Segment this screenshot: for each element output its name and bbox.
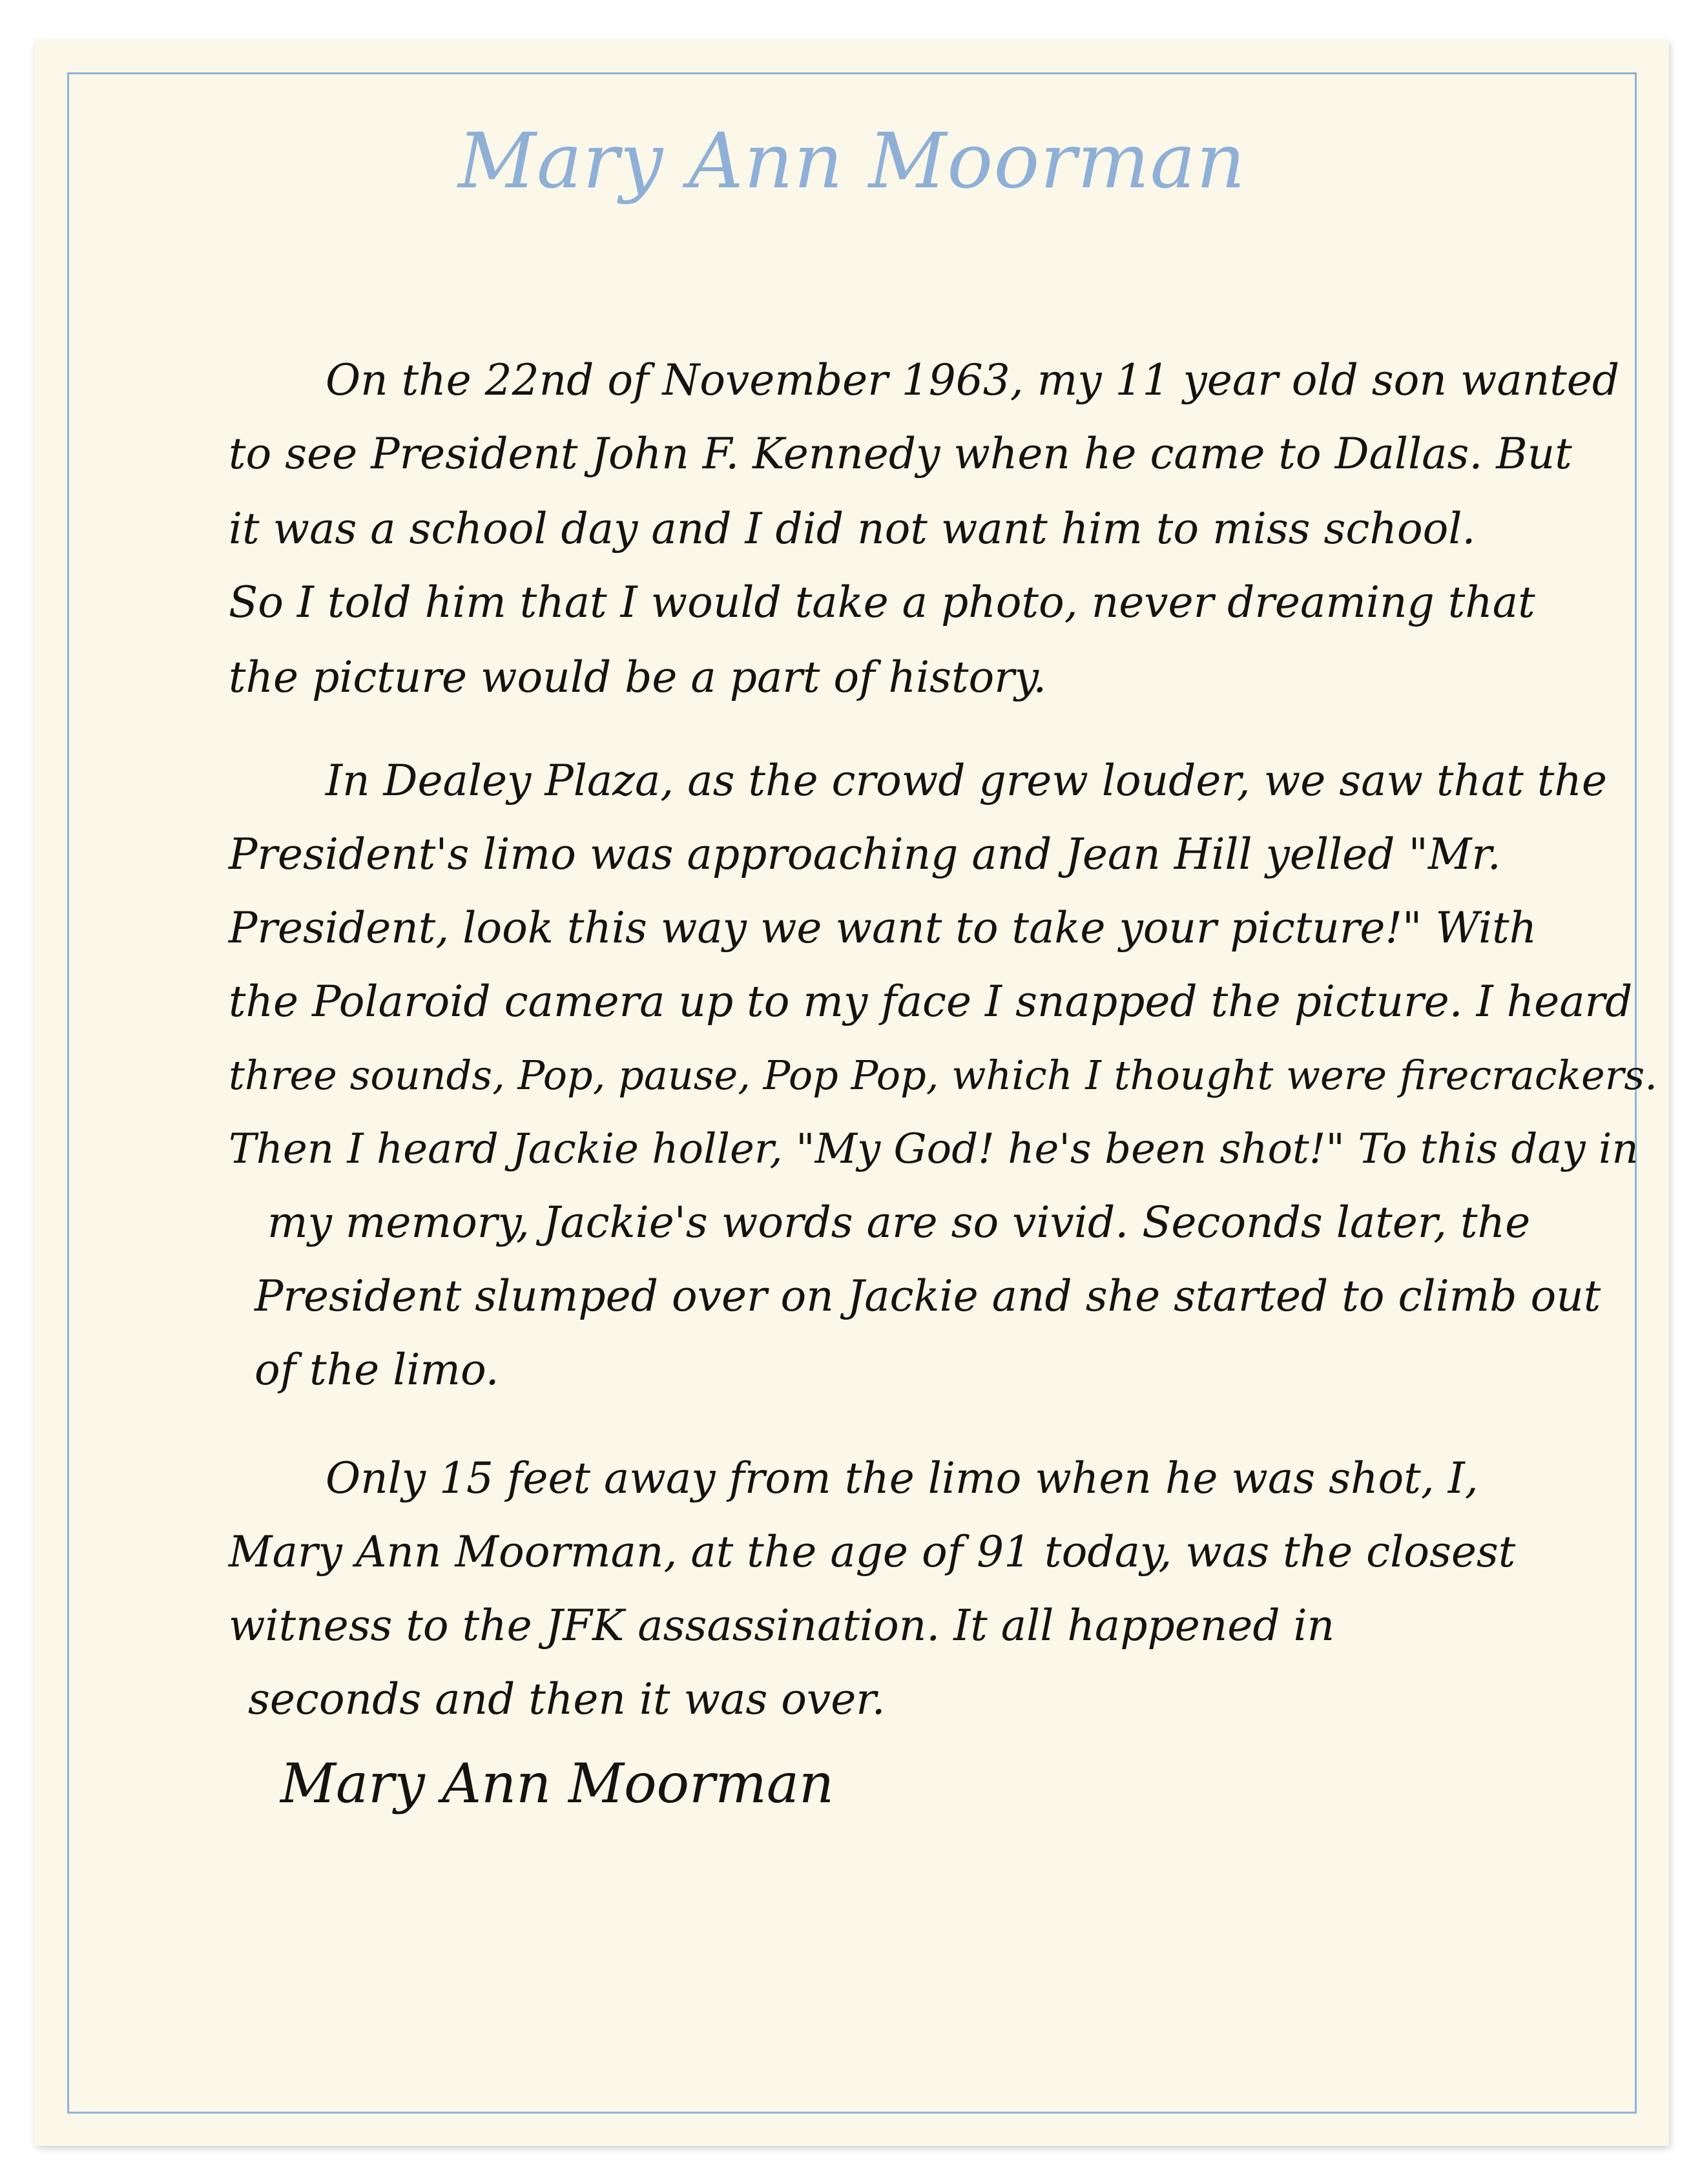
- letter-line: On the 22nd of November 1963, my 11 year old son wanted: [326, 355, 1620, 405]
- letter-line: it was a school day and I did not want him to miss school.: [229, 504, 1476, 554]
- letter-line: Then I heard Jackie holler, "My God! he's been shot!" To this day in: [229, 1125, 1639, 1173]
- letterhead-name: Mary Ann Moorman: [457, 116, 1247, 205]
- letter-line: seconds and then it was over.: [248, 1674, 886, 1724]
- letter-line: President slumped over on Jackie and she started to climb out: [254, 1271, 1601, 1321]
- letter-line: to see President John F. Kennedy when he came to Dallas. But: [229, 429, 1572, 479]
- letter-line: Only 15 feet away from the limo when he was shot, I,: [326, 1453, 1478, 1503]
- letter-line: the Polaroid camera up to my face I snapped the picture. I heard: [229, 977, 1633, 1026]
- signature: Mary Ann Moorman: [280, 1752, 835, 1815]
- letter-sheet: [35, 40, 1669, 2146]
- letter-line: the picture would be a part of history.: [229, 652, 1047, 702]
- letter-line: President, look this way we want to take your picture!" With: [229, 903, 1537, 953]
- letter-line: In Dealey Plaza, as the crowd grew louder, we saw that the: [326, 756, 1607, 806]
- letter-line: of the limo.: [254, 1345, 499, 1395]
- paragraph-3: [35, 40, 1669, 2146]
- letter-line: my memory, Jackie's words are so vivid. Seconds later, the: [267, 1198, 1531, 1247]
- letter-line: So I told him that I would take a photo, never dreaming that: [229, 577, 1535, 627]
- letter-line: Mary Ann Moorman, at the age of 91 today, was the closest: [229, 1527, 1516, 1577]
- letter-line: President's limo was approaching and Jean Hill yelled "Mr.: [229, 829, 1501, 879]
- letter-line: witness to the JFK assassination. It all happened in: [229, 1601, 1335, 1650]
- letter-line: three sounds, Pop, pause, Pop Pop, which I thought were firecrackers.: [229, 1052, 1657, 1099]
